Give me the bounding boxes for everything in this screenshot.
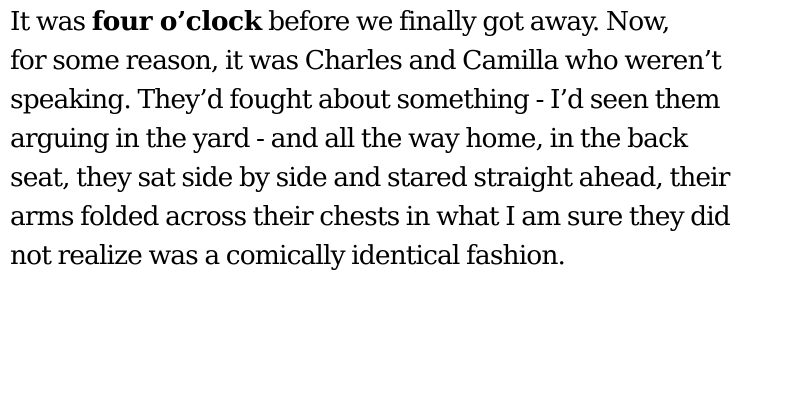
passage-line-4: arguing in the yard - and all the way home, in the back [10,123,688,154]
passage-line-2: for some reason, it was Charles and Camilla who weren’t [10,45,721,76]
passage-line-1 [10,2,795,41]
passage-line-5: seat, they sat side by side and stared straight ahead, their [10,162,730,193]
line-1-lead-text: It was [10,6,92,37]
passage-text [10,2,795,275]
passage-line-6: arms folded across their chests in what I am sure they did [10,201,730,232]
passage-line-3: speaking. They’d fought about something - I’d seen them [10,84,720,115]
line-1-trail-text: before we finally got away. Now, [261,6,670,37]
passage-line-7: not realize was a comically identical fashion. [10,240,566,271]
emphasized-phrase: four o’clock [91,6,262,37]
